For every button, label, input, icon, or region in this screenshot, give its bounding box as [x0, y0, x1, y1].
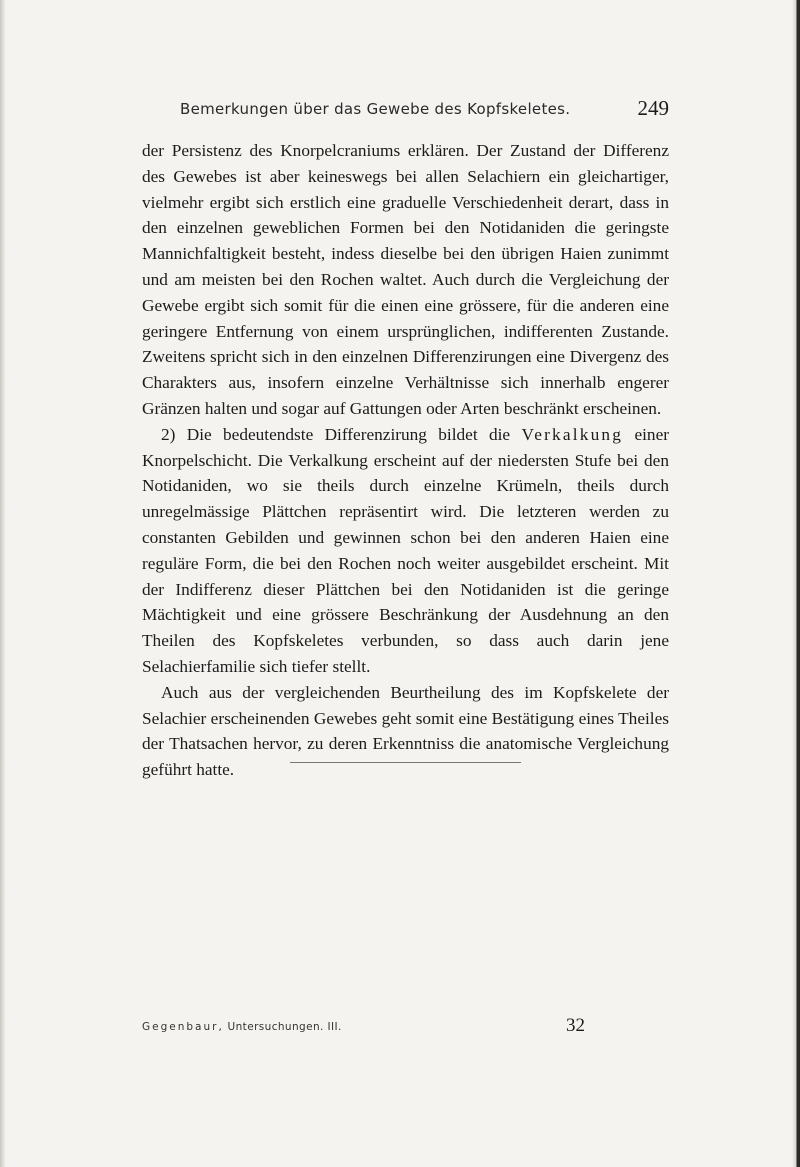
signature-line	[142, 1021, 342, 1033]
paragraph-1: der Persistenz des Knorpelcraniums erklären. Der Zustand der Differenz des Gewebes ist aber keineswegs bei allen Selachiern ein gleichartiger, vielmehr ergibt sich erstlich eine graduelle Verschiedenheit derart, dass in den einzelnen geweblichen Formen bei den Notidaniden die geringste Mannichfaltigkeit besteht, indess dieselbe bei den übrigen Haien zunimmt und am meisten bei den Rochen waltet. Auch durch die Vergleichung der Gewebe ergibt sich somit für die einen eine grössere, für die anderen eine geringere Entfernung von einem ursprünglichen, indifferenten Zustande. Zweitens spricht sich in den einzelnen Differenzirungen eine Divergenz des Charakters aus, insofern einzelne Verhältnisse sich innerhalb engerer Gränzen halten und sogar auf Gattungen oder Arten beschränkt erscheinen.	[142, 141, 669, 418]
paragraph-2	[142, 422, 669, 680]
running-title: Bemerkungen über das Gewebe des Kopfskeletes.	[180, 100, 571, 118]
page-number: 249	[637, 96, 669, 120]
page-edge-left	[0, 0, 6, 1167]
emphasis-verkalkung: Verkalkung	[521, 424, 624, 444]
paragraph-2-rest: einer Knorpelschicht. Die Verkalkung erscheint auf der niedersten Stufe bei den Notidaniden, wo sie theils durch einzelne Krümeln, theils durch unregelmässige Plättchen repräsentirt wird. Die letzteren werden zu constanten Gebilden und gewinnen schon bei den anderen Haien eine reguläre Form, die bei den Rochen noch weiter ausgebildet erscheint. Mit der Indifferenz dieser Plättchen bei den Notidaniden ist die geringe Mächtigkeit und eine grössere Beschränkung der Ausdehnung an den Theilen des Kopfskeletes verbunden, so dass auch darin jene Selachierfamilie sich tiefer stellt.	[142, 424, 669, 676]
body-text	[142, 138, 669, 783]
section-rule	[290, 762, 521, 763]
paragraph-3: Auch aus der vergleichenden Beurtheilung des im Kopfskelete der Selachier erscheinenden Gewebes geht somit eine Bestätigung eines Theiles der Thatsachen hervor, zu deren Erkenntniss die anatomische Vergleichung geführt hatte.	[142, 682, 669, 780]
sheet-number: 32	[566, 1015, 585, 1036]
signature-title: Untersuchungen. III.	[227, 1021, 342, 1033]
paragraph-2-lead: 2) Die bedeutendste Differenzirung bildet die	[161, 424, 511, 444]
page-edge-right	[792, 0, 800, 1167]
page-header	[142, 96, 669, 124]
signature-name: Gegenbaur,	[142, 1021, 224, 1033]
